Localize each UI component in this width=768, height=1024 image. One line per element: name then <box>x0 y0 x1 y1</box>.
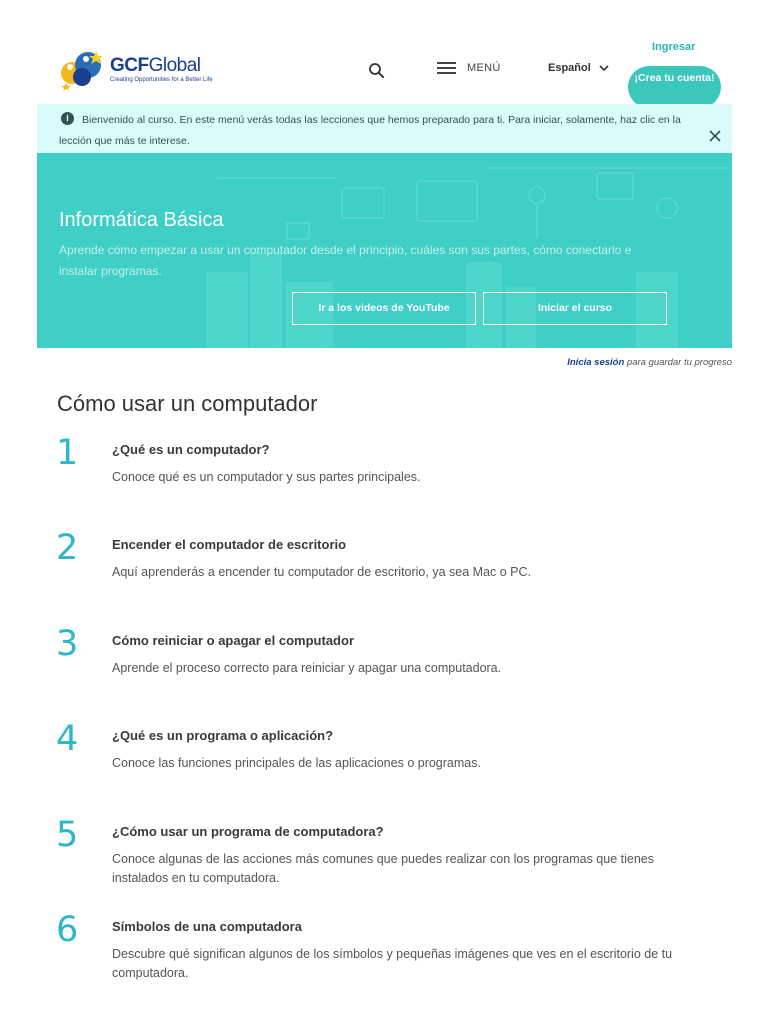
site-header <box>0 0 768 104</box>
lesson-title[interactable]: ¿Qué es un computador? <box>112 442 270 457</box>
gcf-logo-mark-icon <box>58 47 106 91</box>
close-icon <box>708 129 722 143</box>
course-hero <box>37 153 732 348</box>
lesson-description: Aquí aprenderás a encender tu computador de escritorio, ya sea Mac o PC. <box>112 565 531 579</box>
menu-label: MENÚ <box>467 62 501 74</box>
lesson-number: 6 <box>56 910 79 950</box>
info-banner-text: Bienvenido al curso. En este menú verás todas las lecciones que hemos preparado para ti. Para iniciar, solamente, haz clic en la lección que más te interese. <box>59 114 681 147</box>
lesson-description: Aprende el proceso correcto para reiniciar y apagar una computadora. <box>112 661 502 675</box>
logo-title-gcf: GCF <box>110 54 149 76</box>
lesson-title[interactable]: ¿Qué es un programa o aplicación? <box>112 728 334 743</box>
lesson-description: Conoce qué es un computador y sus partes principales. <box>112 470 421 484</box>
lesson-number: 5 <box>56 815 79 855</box>
search-icon <box>366 60 388 82</box>
youtube-videos-button[interactable]: Ir a los videos de YouTube <box>292 292 476 325</box>
lesson-number: 2 <box>56 528 79 568</box>
lesson-number: 3 <box>56 624 79 664</box>
logo-title <box>110 56 213 75</box>
lesson-title[interactable]: Símbolos de una computadora <box>112 919 302 934</box>
lesson-description: Conoce algunas de las acciones más comunes que puedes realizar con los programas que tienes instalados en tu computadora. <box>112 852 654 885</box>
search-button[interactable] <box>366 60 388 82</box>
info-banner <box>37 104 732 153</box>
signup-button[interactable]: ¡Crea tu cuenta! <box>628 66 721 108</box>
gcf-logo[interactable] <box>58 46 238 92</box>
course-description: Aprende cómo empezar a usar un computador desde el principio, cuáles son sus partes, cómo conectarlo e instalar programas. <box>59 243 632 278</box>
section-title: Cómo usar un computador <box>57 391 318 416</box>
chevron-down-icon <box>599 65 609 72</box>
course-title: Informática Básica <box>59 209 224 231</box>
logo-title-global: Global <box>148 54 201 76</box>
hamburger-icon <box>437 61 457 75</box>
login-link[interactable]: Ingresar <box>652 41 696 53</box>
start-course-button[interactable]: Iniciar el curso <box>483 292 667 325</box>
lesson-title[interactable]: ¿Cómo usar un programa de computadora? <box>112 824 384 839</box>
menu-button[interactable] <box>437 61 501 75</box>
info-icon: i <box>61 112 74 125</box>
language-label: Español <box>548 62 591 74</box>
lesson-description: Descubre qué significan algunos de los símbolos y pequeñas imágenes que ves en el escritorio de tu computadora. <box>112 947 673 980</box>
lesson-description: Conoce las funciones principales de las aplicaciones o programas. <box>112 756 481 770</box>
progress-note-text: para guardar tu progreso <box>624 357 732 368</box>
language-selector[interactable] <box>548 62 609 74</box>
logo-text <box>110 56 213 83</box>
lesson-title[interactable]: Encender el computador de escritorio <box>112 537 347 552</box>
lesson-number: 4 <box>56 719 79 759</box>
lesson-number: 1 <box>56 433 79 473</box>
login-progress-link[interactable]: Inicia sesión <box>567 357 625 368</box>
logo-tagline: Creating Opportunities for a Better Life <box>110 76 213 83</box>
lesson-title[interactable]: Cómo reiniciar o apagar el computador <box>112 633 354 648</box>
close-banner-button[interactable] <box>708 129 722 143</box>
progress-note <box>567 357 732 368</box>
